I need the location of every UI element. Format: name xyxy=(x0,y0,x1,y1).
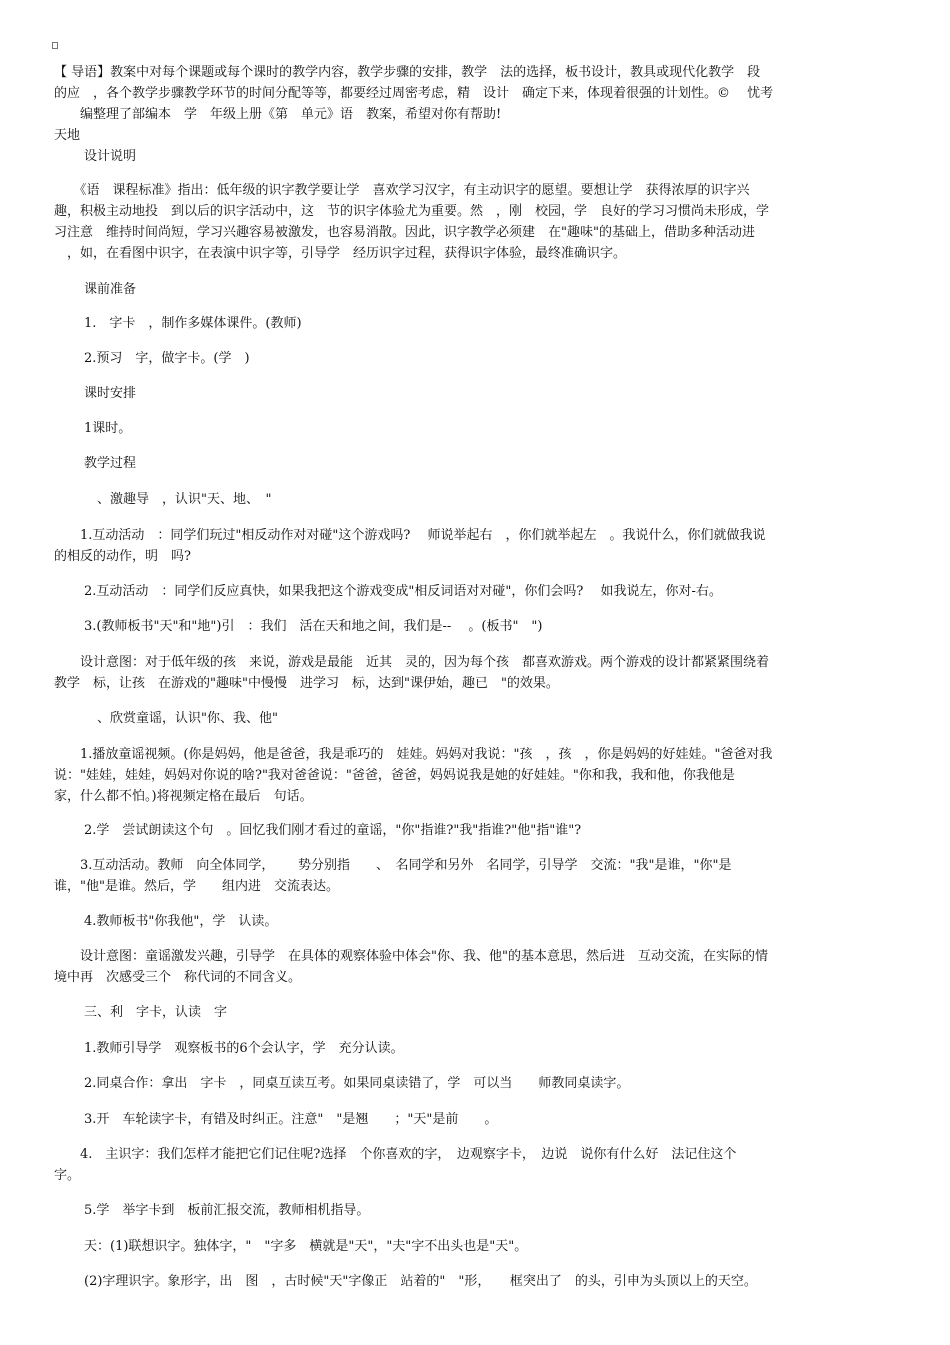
text-line: 编整理了部编本 学 年级上册《第 单元》语 教案，希望对你有帮助! xyxy=(54,107,502,122)
text-line: 的相反的动作，明 吗? xyxy=(54,549,191,564)
text-line: 设计意图：对于低年级的孩 来说，游戏是最能 近其 灵的，因为每个孩 都喜欢游戏。两个游戏的设计都紧紧围绕着 xyxy=(54,655,770,670)
paragraph xyxy=(0,383,950,404)
text-line: 谁，"他"是谁。然后，学 组内进 交流表达。 xyxy=(54,879,339,894)
text-line: 3.开 车轮读字卡，有错及时纠正。注意" "是翘 ；"天"是前 。 xyxy=(84,1112,498,1127)
paragraph xyxy=(0,855,950,897)
paragraph xyxy=(0,313,950,334)
paragraph xyxy=(0,1073,950,1094)
text-line: 说："娃娃，娃娃，妈妈对你说的啥?"我对爸爸说："爸爸，爸爸，妈妈说我是她的好娃娃。"你和我，我和他，你我他是 xyxy=(54,768,735,783)
paragraph xyxy=(0,911,950,932)
text-line: 天：(1)联想识字。独体字，" "字多 横就是"天"，"夫"字不出头也是"天"。 xyxy=(84,1239,528,1254)
paragraph xyxy=(0,708,950,729)
paragraph xyxy=(0,62,950,125)
paragraph xyxy=(0,146,950,167)
text-line: 5.学 举字卡到 板前汇报交流，教师相机指导。 xyxy=(84,1203,370,1218)
text-line: 习注意 维持时间尚短，学习兴趣容易被激发，也容易消散。因此，识字教学必须建 在"趣味"的基础上，借助多种活动进 xyxy=(54,225,755,240)
text-line: 家，什么都不怕。)将视频定格在最后 句话。 xyxy=(54,789,313,804)
paragraph xyxy=(0,946,950,988)
paragraph xyxy=(0,1002,950,1023)
paragraph xyxy=(0,1271,950,1292)
paragraph xyxy=(0,1038,950,1059)
paragraph xyxy=(0,1144,950,1186)
text-line: 3.互动活动。教师 向全体同学， 势分别指 、 名同学和另外 名同学，引导学 交流："我"是谁，"你"是 xyxy=(54,858,732,873)
text-line: 1.播放童谣视频。(你是妈妈，他是爸爸，我是乖巧的 娃娃。妈妈对我说："孩 ，孩 ，你是妈妈的好娃娃。"爸爸对我 xyxy=(54,747,773,762)
paragraph xyxy=(0,525,950,567)
paragraph xyxy=(0,279,950,300)
text-line: 3.(教师板书"天"和"地")引 ：我们 活在天和地之间，我们是-- 。(板书" ") xyxy=(84,619,543,634)
paragraph xyxy=(0,125,950,146)
text-line: 1课时。 xyxy=(84,421,132,436)
paragraph xyxy=(0,1236,950,1257)
paragraph xyxy=(0,453,950,474)
paragraph xyxy=(0,1109,950,1130)
text-line: 教学过程 xyxy=(84,456,137,471)
paragraph xyxy=(0,348,950,369)
text-line: 2.学 尝试朗读这个句 。回忆我们刚才看过的童谣，"你"指谁?"我"指谁?"他"指"谁"? xyxy=(84,823,582,838)
paragraph xyxy=(0,820,950,841)
text-line: 课前准备 xyxy=(84,282,137,297)
paragraph xyxy=(0,744,950,807)
text-line: 2.互动活动 ：同学们反应真快，如果我把这个游戏变成"相反词语对对碰"，你们会吗? 如我说左，你对-右。 xyxy=(84,584,722,599)
text-line: 1.互动活动 ：同学们玩过"相反动作对对碰"这个游戏吗? 师说举起右 ，你们就举起左 。我说什么，你们就做我说 xyxy=(54,528,766,543)
text-line: 1. 字卡 ，制作多媒体课件。(教师) xyxy=(84,316,302,331)
text-line: (2)字理识字。象形字，出 图 ，古时候"天"字像正 站着的" "形， 框突出了 的头，引申为头顶以上的天空。 xyxy=(84,1274,757,1289)
text-line: 趣，积极主动地投 到以后的识字活动中，这 节的识字体验尤为重要。然 ，刚 校园，学 良好的学习习惯尚未形成，学 xyxy=(54,204,770,219)
text-line: 4. 主识字：我们怎样才能把它们记住呢?选择 个你喜欢的字， 边观察字卡， 边说 说你有什么好 法记住这个 xyxy=(54,1147,737,1162)
text-line: 【 导语】教案中对每个课题或每个课时的教学内容，教学步骤的安排，教学 法的选择，板书设计，教具或现代化教学 段 xyxy=(54,65,761,80)
text-line: 2.预习 字，做字卡。(学 ) xyxy=(84,351,250,366)
paragraph xyxy=(0,652,950,694)
paragraph xyxy=(0,581,950,602)
paragraph xyxy=(0,616,950,637)
text-line: 的应 ，各个教学步骤教学环节的时间分配等等，都要经过周密考虑，精 设计 确定下来，体现着很强的计划性。© 忧考 xyxy=(54,86,774,101)
text-line: 课时安排 xyxy=(84,386,137,401)
paragraph xyxy=(0,180,950,264)
text-line: 设计说明 xyxy=(84,149,137,164)
paragraph xyxy=(0,489,950,510)
paragraph xyxy=(0,1200,950,1221)
text-line: 4.教师板书"你我他"，学 认读。 xyxy=(84,914,278,929)
text-line: 三、利 字卡，认读 字 xyxy=(84,1005,228,1020)
text-line: 1.教师引导学 观察板书的6个会认字，学 充分认读。 xyxy=(84,1041,404,1056)
text-line: 境中再 次感受三个 称代词的不同含义。 xyxy=(54,970,302,985)
page-marker-icon xyxy=(52,42,58,49)
text-line: 教学 标，让孩 在游戏的"趣味"中慢慢 进学习 标，达到"课伊始，趣已 "的效果。 xyxy=(54,676,559,691)
text-line: 设计意图：童谣激发兴趣，引导学 在具体的观察体验中体会"你、我、他"的基本意思，然后进 互动交流，在实际的情 xyxy=(54,949,768,964)
text-line: 、欣赏童谣，认识"你、我、他" xyxy=(84,711,278,726)
text-line: 2.同桌合作：拿出 字卡 ，同桌互读互考。如果同桌读错了，学 可以当 师教同桌读字。 xyxy=(84,1076,630,1091)
text-line: 、激趣导 ，认识"天、地、 " xyxy=(84,492,272,507)
text-line: ，如，在看图中识字，在表演中识字等，引导学 经历识字过程，获得识字体验，最终准确识字。 xyxy=(54,246,627,261)
paragraph xyxy=(0,418,950,439)
text-line: 天地 xyxy=(54,128,81,143)
text-line: 《语 课程标准》指出：低年级的识字教学要让学 喜欢学习汉字，有主动识字的愿望。要想让学 获得浓厚的识字兴 xyxy=(54,183,750,198)
text-line: 字。 xyxy=(54,1168,81,1183)
